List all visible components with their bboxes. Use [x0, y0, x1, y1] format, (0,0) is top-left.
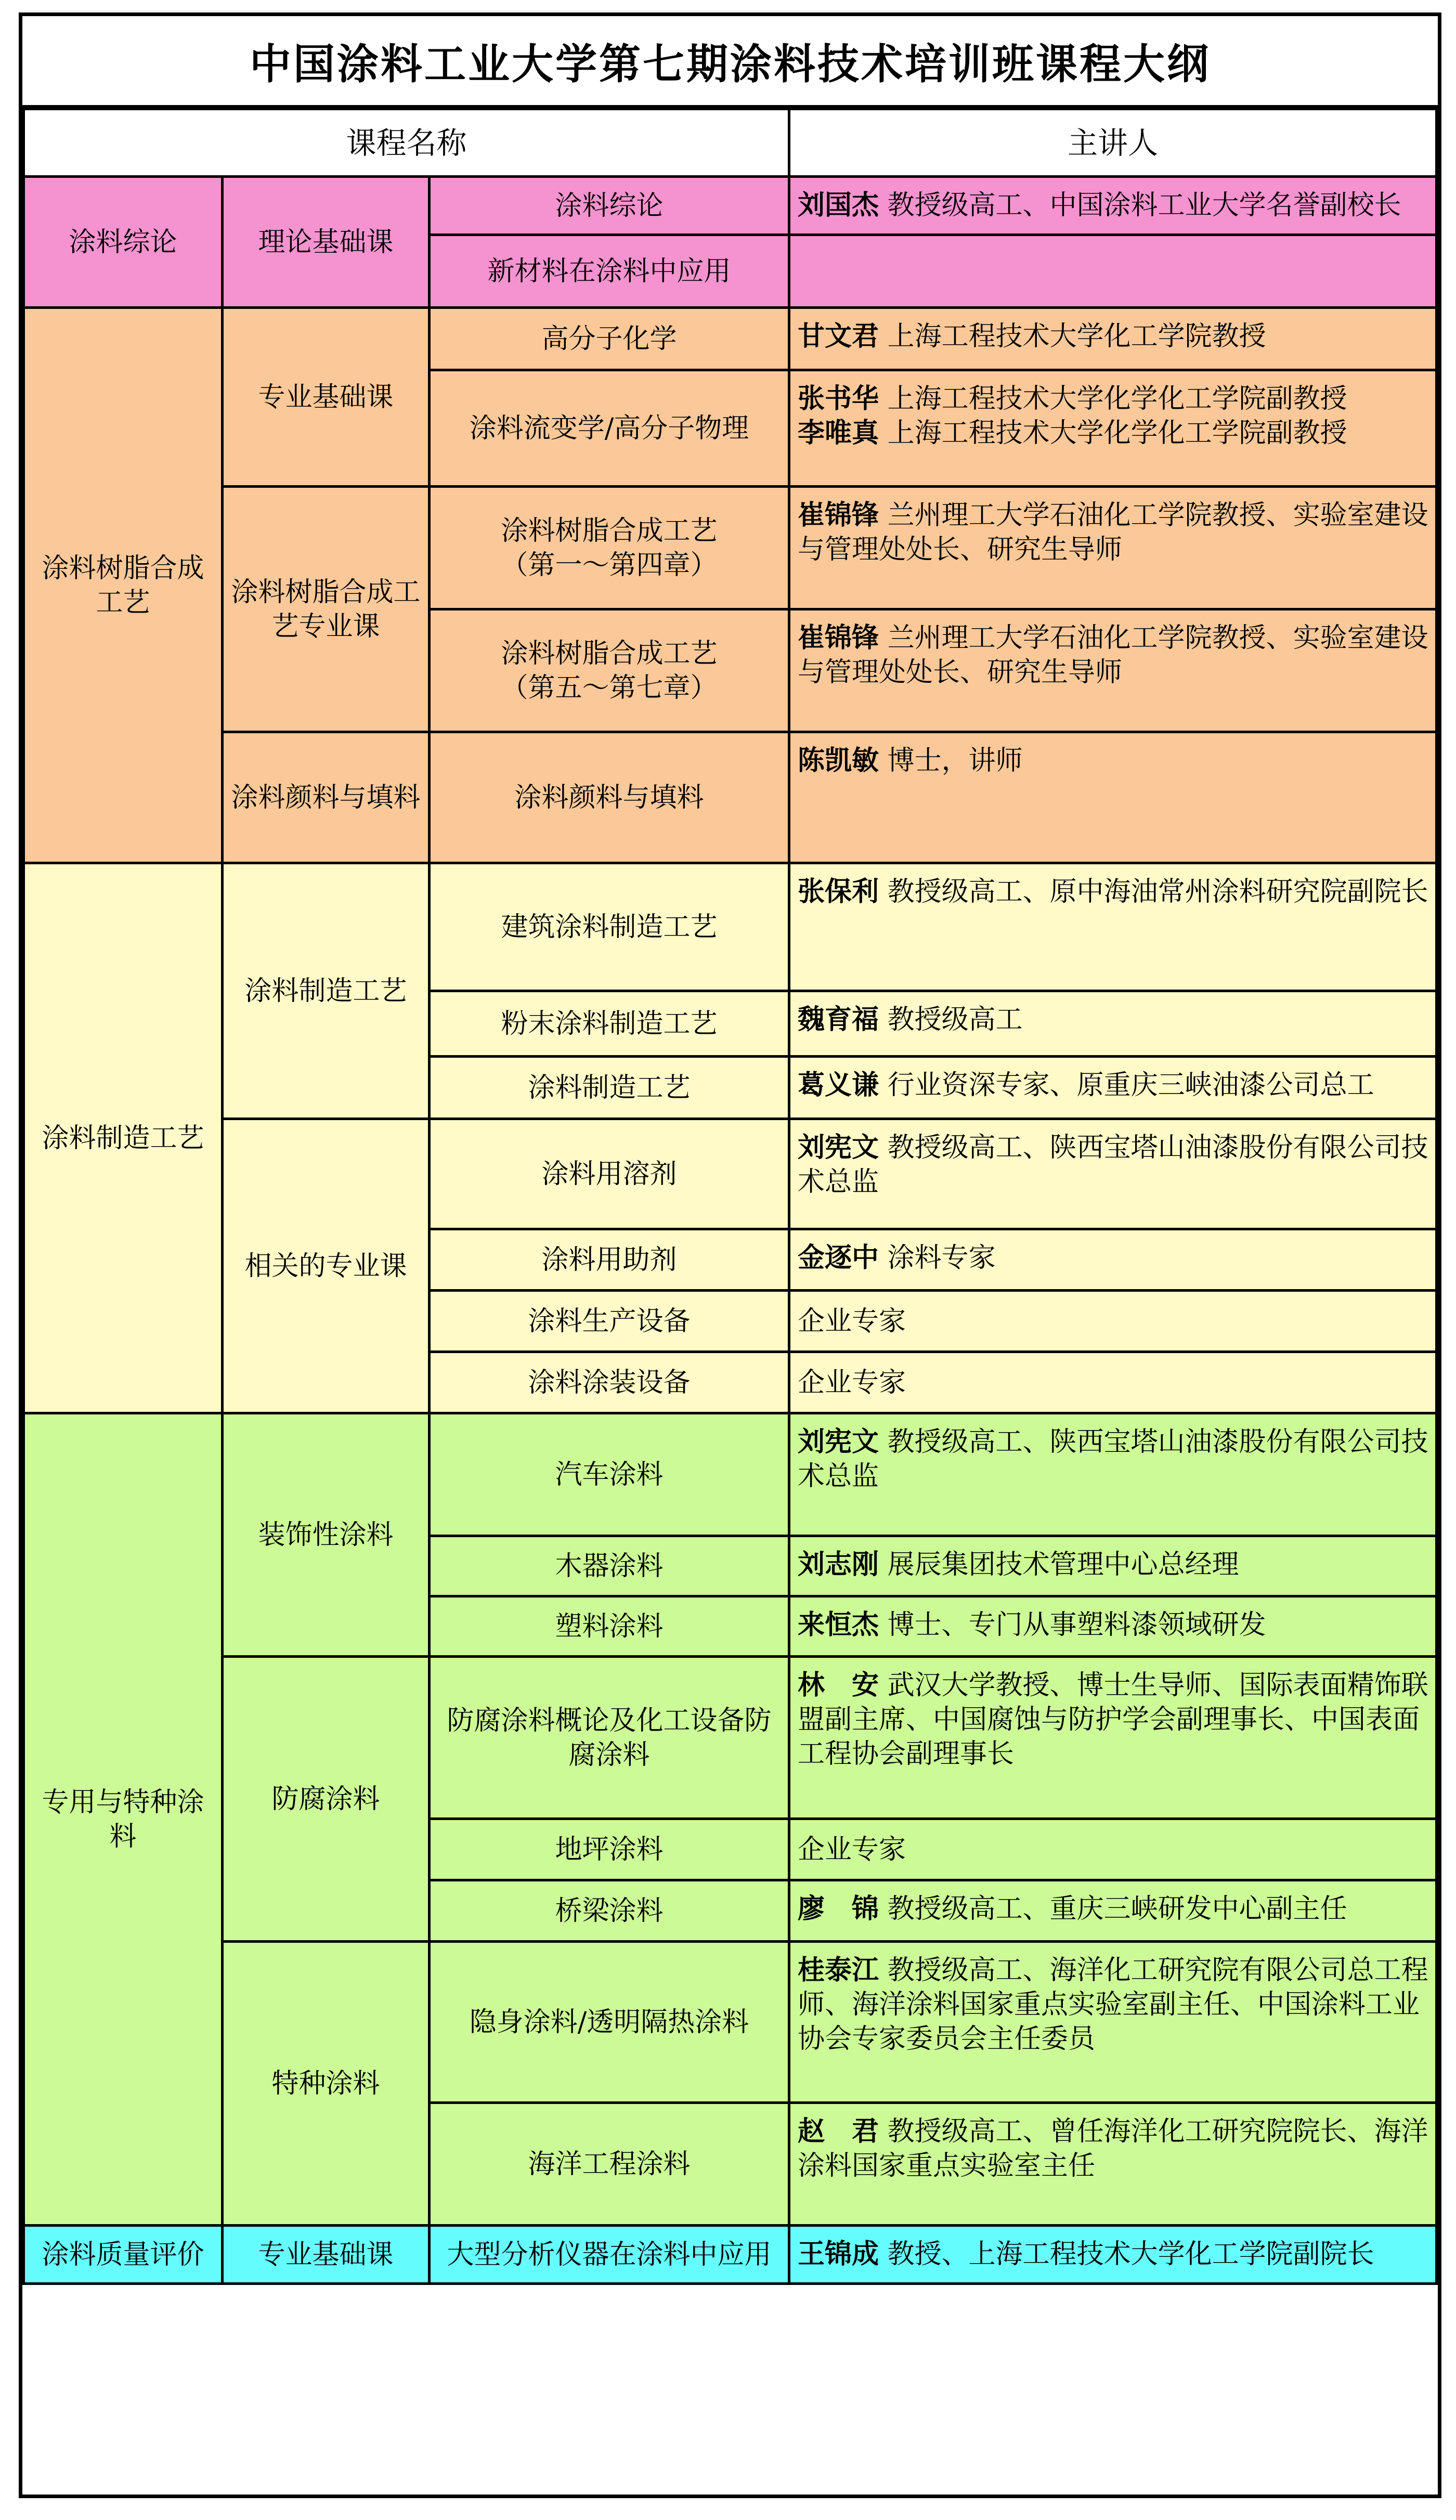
spacer [879, 876, 888, 907]
spacer [879, 190, 888, 221]
course-name [430, 991, 789, 1057]
course-title: 涂料树脂合成工艺 [501, 638, 718, 669]
lecturer-cell [789, 2226, 1437, 2284]
lecturer-desc: 博士、专门从事塑料漆领域研发 [887, 1609, 1266, 1641]
course-title: 涂料流变学/高分子物理 [469, 412, 749, 444]
course-title: 涂料树脂合成工艺 [501, 515, 718, 547]
lecturer-cell [789, 732, 1437, 863]
course-title: 木器涂料 [555, 1550, 664, 1582]
lecturer-name: 张保利 [798, 876, 879, 907]
lecturer-cell [789, 1819, 1437, 1880]
lecturer-entry [798, 188, 1430, 223]
course-title: 涂料制造工艺 [528, 1072, 691, 1103]
lecturer-entry [798, 1608, 1430, 1642]
lecturer-desc: 兰州理工大学石油化工学院教授、实验室建设与管理处处长、研究生导师 [798, 500, 1428, 565]
lecturer-cell [789, 1942, 1437, 2103]
course-title: 防腐涂料概论及化工设备防腐涂料 [447, 1705, 772, 1771]
course-name [430, 1536, 789, 1596]
course-name [430, 2103, 789, 2226]
lecturer-name: 桂泰江 [798, 1954, 879, 1986]
lecturer-desc: 教授、上海工程技术大学化工学院副院长 [887, 2239, 1374, 2270]
lecturer-desc: 展辰集团技术管理中心总经理 [887, 1549, 1239, 1580]
lecturer-name: 林 安 [798, 1669, 879, 1701]
group-name: 防腐涂料 [223, 1657, 430, 1942]
lecturer-desc: 教授级高工、原中海油常州涂料研究院副院长 [887, 876, 1428, 907]
lecturer-cell [789, 1229, 1437, 1291]
lecturer-entry [798, 319, 1430, 354]
spacer [879, 622, 888, 654]
lecturer-entry [798, 744, 1430, 778]
course-title: 涂料用溶剂 [541, 1158, 677, 1190]
course-name [430, 732, 789, 863]
group-name: 涂料树脂合成工艺专业课 [223, 487, 430, 732]
spacer [879, 418, 888, 449]
syllabus-table [22, 108, 1438, 2285]
lecturer-desc: 教授级高工、重庆三峡研发中心副主任 [887, 1893, 1347, 1925]
course-name [430, 1352, 789, 1413]
lecturer-name: 陈凯敏 [798, 745, 879, 776]
spacer [879, 1004, 888, 1035]
spacer [879, 1549, 888, 1580]
lecturer-cell [789, 370, 1437, 487]
lecturer-cell [789, 487, 1437, 609]
lecturer-entry [798, 2114, 1430, 2183]
lecturer-desc: 教授级高工、陕西宝塔山油漆股份有限公司技术总监 [798, 1132, 1428, 1198]
course-title: 海洋工程涂料 [528, 2148, 691, 2180]
lecturer-desc: 教授级高工 [887, 1004, 1023, 1035]
course-name [430, 1657, 789, 1819]
spacer [879, 1242, 888, 1274]
course-row [24, 732, 1437, 863]
lecturer-cell [789, 1119, 1437, 1229]
course-row [24, 1942, 1437, 2103]
course-title: 地坪涂料 [555, 1834, 664, 1865]
lecturer-name: 来恒杰 [798, 1609, 879, 1641]
lecturer-entry [798, 416, 1430, 450]
course-row [24, 1413, 1437, 1536]
course-name [430, 487, 789, 609]
course-row [24, 308, 1437, 370]
spacer [879, 2239, 888, 2270]
section-name: 涂料质量评价 [24, 2226, 223, 2284]
course-title: 汽车涂料 [555, 1459, 664, 1490]
spacer [879, 2116, 888, 2147]
lecturer-name: 崔锦锋 [798, 499, 879, 531]
header-row [24, 109, 1437, 177]
course-title: 建筑涂料制造工艺 [501, 911, 718, 943]
course-title: 涂料颜料与填料 [514, 782, 704, 813]
lecturer-cell [789, 1880, 1437, 1942]
lecturer-entry [798, 1425, 1430, 1493]
course-name [430, 1819, 789, 1880]
lecturer-desc: 博士，讲师 [887, 745, 1023, 776]
lecturer-desc: 教授级高工、中国涂料工业大学名誉副校长 [887, 190, 1401, 221]
spacer [879, 1893, 888, 1925]
lecturer-entry [798, 1241, 1430, 1275]
lecturer-entry [798, 1068, 1430, 1102]
course-title: 新材料在涂料中应用 [487, 255, 731, 287]
lecturer-desc: 上海工程技术大学化学化工学院副教授 [887, 383, 1347, 414]
course-row [24, 177, 1437, 235]
group-name: 涂料颜料与填料 [223, 732, 430, 863]
lecturer-desc: 上海工程技术大学化学化工学院副教授 [887, 418, 1347, 449]
lecturer-entry [798, 621, 1430, 690]
lecturer-name: 葛义谦 [798, 1069, 879, 1101]
course-name [430, 1942, 789, 2103]
group-name: 涂料制造工艺 [223, 863, 430, 1119]
page-title: 中国涂料工业大学第七期涂料技术培训班课程大纲 [22, 16, 1438, 108]
lecturer-cell [789, 991, 1437, 1057]
lecturer-cell [789, 609, 1437, 732]
course-title: 涂料用助剂 [541, 1244, 677, 1276]
lecturer-desc: 教授级高工、曾任海洋化工研究院院长、海洋涂料国家重点实验室主任 [798, 2116, 1428, 2181]
lecturer-entry [798, 875, 1430, 909]
spacer [879, 745, 888, 776]
header-course-name: 课程名称 [24, 109, 789, 177]
lecturer-desc: 教授级高工、海洋化工研究院有限公司总工程师、海洋涂料国家重点实验室副主任、中国涂料工业协会专家委员会主任委员 [798, 1955, 1428, 2055]
lecturer-text: 企业专家 [798, 1367, 906, 1398]
lecturer-entry [798, 2237, 1430, 2271]
lecturer-name: 张书华 [798, 383, 879, 414]
spacer [879, 321, 888, 352]
lecturer-entry [798, 498, 1430, 567]
course-title: 涂料综论 [555, 190, 664, 222]
lecturer-name: 甘文君 [798, 320, 879, 352]
spacer [879, 1670, 888, 1701]
lecturer-cell [789, 308, 1437, 370]
course-title: 隐身涂料/透明隔热涂料 [469, 2006, 749, 2038]
course-name [430, 1413, 789, 1536]
lecturer-text: 企业专家 [798, 1834, 906, 1865]
group-name: 理论基础课 [223, 177, 430, 308]
lecturer-text: 企业专家 [798, 1305, 906, 1337]
course-name [430, 609, 789, 732]
lecturer-name: 廖 锦 [798, 1893, 879, 1925]
spacer [879, 1609, 888, 1641]
lecturer-entry [798, 1892, 1430, 1926]
header-lecturer: 主讲人 [789, 109, 1437, 177]
syllabus-document [19, 12, 1441, 2498]
lecturer-name: 崔锦锋 [798, 622, 879, 654]
lecturer-cell [789, 177, 1437, 235]
lecturer-cell [789, 1291, 1437, 1352]
lecturer-name: 王锦成 [798, 2238, 879, 2270]
course-title: 粉末涂料制造工艺 [501, 1008, 718, 1040]
course-name [430, 1291, 789, 1352]
lecturer-cell [789, 1057, 1437, 1119]
course-title: 塑料涂料 [555, 1610, 664, 1642]
course-name [430, 177, 789, 235]
section-name: 专用与特种涂料 [24, 1413, 223, 2226]
lecturer-cell [789, 1413, 1437, 1536]
spacer [879, 1426, 888, 1458]
course-name [430, 1596, 789, 1657]
lecturer-name: 刘宪文 [798, 1426, 879, 1458]
spacer [879, 383, 888, 414]
course-row [24, 487, 1437, 609]
course-name [430, 2226, 789, 2284]
lecturer-cell [789, 1352, 1437, 1413]
section-name: 涂料综论 [24, 177, 223, 308]
lecturer-desc: 涂料专家 [887, 1242, 996, 1274]
course-chapters: （第一～第四章） [501, 549, 718, 581]
course-title: 高分子化学 [541, 323, 677, 355]
course-name [430, 370, 789, 487]
course-row [24, 1657, 1437, 1819]
spacer [879, 1955, 888, 1986]
course-name [430, 863, 789, 991]
course-name [430, 1880, 789, 1942]
course-row [24, 2226, 1437, 2284]
course-row [24, 1119, 1437, 1229]
lecturer-cell [789, 863, 1437, 991]
lecturer-entry [798, 1003, 1430, 1037]
lecturer-desc: 上海工程技术大学化工学院教授 [887, 321, 1266, 352]
course-name [430, 1057, 789, 1119]
section-name: 涂料树脂合成工艺 [24, 308, 223, 863]
lecturer-entry [798, 382, 1430, 416]
course-title: 大型分析仪器在涂料中应用 [447, 2239, 772, 2270]
lecturer-name: 刘宪文 [798, 1132, 879, 1163]
lecturer-entry [798, 1548, 1430, 1582]
course-title: 桥梁涂料 [555, 1895, 664, 1927]
course-chapters: （第五～第七章） [501, 672, 718, 704]
lecturer-cell [789, 2103, 1437, 2226]
lecturer-cell [789, 235, 1437, 308]
course-name [430, 1119, 789, 1229]
lecturer-entry [798, 1953, 1430, 2056]
lecturer-cell [789, 1657, 1437, 1819]
group-name: 专业基础课 [223, 308, 430, 487]
lecturer-desc: 兰州理工大学石油化工学院教授、实验室建设与管理处处长、研究生导师 [798, 622, 1428, 688]
lecturer-entry [798, 1668, 1430, 1771]
lecturer-desc: 教授级高工、陕西宝塔山油漆股份有限公司技术总监 [798, 1426, 1428, 1492]
course-row [24, 863, 1437, 991]
lecturer-desc: 武汉大学教授、博士生导师、国际表面精饰联盟副主席、中国腐蚀与防护学会副理事长、中国表面工程协会副理事长 [798, 1670, 1428, 1770]
course-name [430, 308, 789, 370]
course-name [430, 235, 789, 308]
lecturer-name: 刘国杰 [798, 189, 879, 221]
lecturer-name: 赵 君 [798, 2115, 879, 2147]
group-name: 特种涂料 [223, 1942, 430, 2226]
lecturer-name: 金逐中 [798, 1242, 879, 1274]
section-name: 涂料制造工艺 [24, 863, 223, 1413]
spacer [879, 1132, 888, 1163]
lecturer-entry [798, 1131, 1430, 1199]
group-name: 装饰性涂料 [223, 1413, 430, 1657]
course-title: 涂料生产设备 [528, 1305, 691, 1337]
course-name [430, 1229, 789, 1291]
lecturer-name: 刘志刚 [798, 1549, 879, 1580]
lecturer-cell [789, 1596, 1437, 1657]
lecturer-name: 李唯真 [798, 417, 879, 449]
spacer [879, 1070, 888, 1101]
lecturer-desc: 行业资深专家、原重庆三峡油漆公司总工 [887, 1070, 1374, 1101]
lecturer-cell [789, 1536, 1437, 1596]
group-name: 专业基础课 [223, 2226, 430, 2284]
spacer [879, 500, 888, 531]
group-name: 相关的专业课 [223, 1119, 430, 1413]
course-title: 涂料涂装设备 [528, 1367, 691, 1398]
lecturer-name: 魏育福 [798, 1004, 879, 1035]
